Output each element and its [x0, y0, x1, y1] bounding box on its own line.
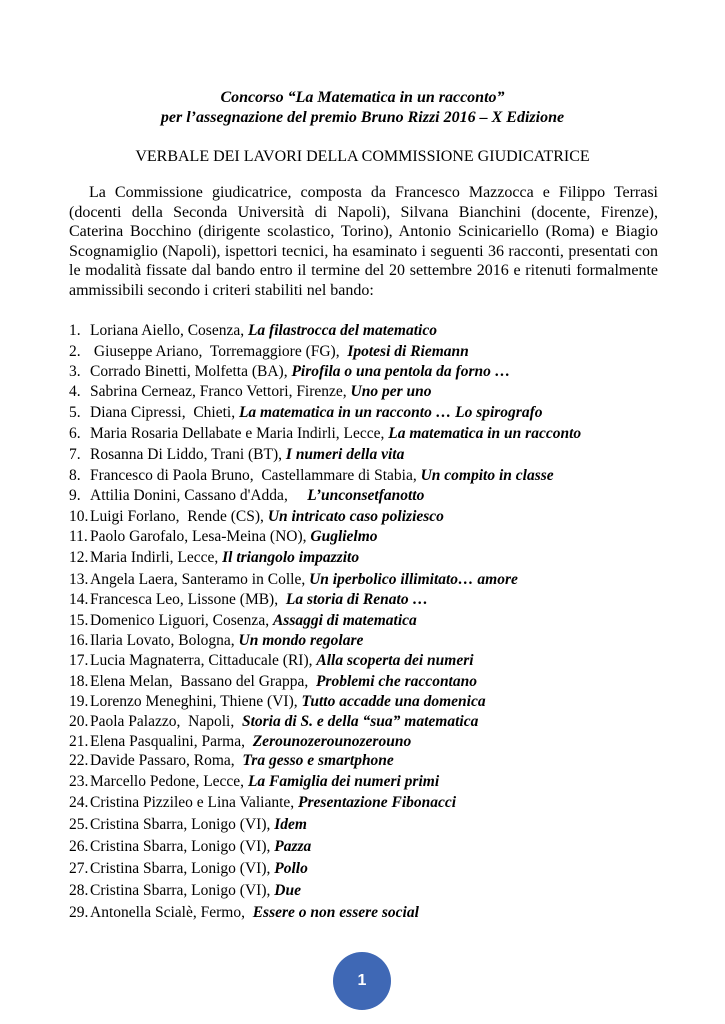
entry-number: 9. — [69, 487, 81, 504]
entry-author: Francesco di Paola Bruno, Castellammare di Stabia, — [90, 467, 421, 484]
entry-author: Maria Rosaria Dellabate e Maria Indirli, Lecce, — [90, 425, 389, 442]
entry-number: 8. — [69, 467, 81, 484]
list-item — [69, 692, 486, 712]
contest-title: Concorso “La Matematica in un racconto” — [220, 89, 505, 106]
list-item — [69, 548, 359, 568]
entry-title: Un iperbolico illimitato… amore — [309, 571, 518, 588]
entry-author: Lucia Magnaterra, Cittaducale (RI), — [90, 652, 317, 669]
list-item — [69, 793, 456, 813]
entry-title: Uno per uno — [350, 383, 432, 400]
list-item — [69, 466, 554, 486]
entry-author: Elena Pasqualini, Parma, — [90, 733, 253, 750]
list-item — [69, 732, 411, 752]
list-item — [69, 631, 363, 651]
entry-author: Cristina Sbarra, Lonigo (VI), — [90, 838, 275, 855]
entry-number: 24. — [69, 794, 89, 811]
entry-number: 19. — [69, 693, 89, 710]
entry-title: Problemi che raccontano — [315, 673, 477, 690]
entry-author: Giuseppe Ariano, Torremaggiore (FG), — [90, 343, 348, 360]
entry-number: 21. — [69, 733, 89, 750]
entry-title: La storia di Renato … — [285, 591, 428, 608]
list-item — [69, 611, 417, 631]
entry-title: Zerounozerounozerouno — [252, 733, 412, 750]
entry-author: Elena Melan, Bassano del Grappa, — [90, 673, 316, 690]
list-item — [69, 881, 301, 901]
list-item — [69, 527, 378, 547]
entry-number: 2. — [69, 343, 81, 360]
entry-number: 12. — [69, 549, 89, 566]
entry-author: Luigi Forlano, Rende (CS), — [90, 508, 268, 525]
entry-number: 5. — [69, 404, 81, 421]
entry-number: 23. — [69, 773, 89, 790]
entry-author: Davide Passaro, Roma, — [90, 752, 243, 769]
entry-number: 4. — [69, 383, 81, 400]
entry-author: Paola Palazzo, Napoli, — [90, 713, 242, 730]
entry-number: 14. — [69, 591, 89, 608]
entry-title: L’unconsetfanotto — [307, 487, 425, 504]
list-item — [69, 590, 428, 610]
entry-number: 20. — [69, 713, 89, 730]
entry-number: 13. — [69, 571, 89, 588]
entry-title: La matematica in un racconto — [388, 425, 582, 442]
entry-author: Domenico Liguori, Cosenza, — [90, 612, 273, 629]
entry-author: Corrado Binetti, Molfetta (BA), — [90, 363, 292, 380]
entry-number: 7. — [69, 446, 81, 463]
entry-title: Assaggi di matematica — [272, 612, 417, 629]
list-item — [69, 445, 404, 465]
list-item — [69, 362, 510, 382]
entry-author: Antonella Scialè, Fermo, — [90, 904, 253, 921]
entry-number: 3. — [69, 363, 81, 380]
entry-title: Un intricato caso poliziesco — [267, 508, 444, 525]
page-number-badge: 1 — [333, 952, 391, 1010]
entry-author: Rosanna Di Liddo, Trani (BT), — [90, 446, 286, 463]
entry-title: Pirofila o una pentola da forno … — [291, 363, 511, 380]
entry-author: Lorenzo Meneghini, Thiene (VI), — [90, 693, 302, 710]
entry-title: Tutto accadde una domenica — [301, 693, 486, 710]
entry-author: Ilaria Lovato, Bologna, — [90, 632, 239, 649]
entry-number: 29. — [69, 904, 89, 921]
list-item — [69, 403, 543, 423]
list-item — [69, 382, 432, 402]
entry-title: Idem — [274, 816, 307, 833]
entry-number: 17. — [69, 652, 89, 669]
entry-title: Tra gesso e smartphone — [242, 752, 394, 769]
entry-title: Pazza — [274, 838, 312, 855]
list-item — [69, 486, 424, 506]
list-item — [69, 651, 474, 671]
entry-author: Cristina Sbarra, Lonigo (VI), — [90, 882, 275, 899]
list-item — [69, 772, 439, 792]
entry-number: 10. — [69, 508, 89, 525]
entry-author: Marcello Pedone, Lecce, — [90, 773, 248, 790]
entry-title: Guglielmo — [310, 528, 378, 545]
list-item — [69, 751, 394, 771]
list-item — [69, 570, 518, 590]
entry-author: Cristina Sbarra, Lonigo (VI), — [90, 860, 275, 877]
entry-author: Attilia Donini, Cassano d'Adda, — [90, 487, 308, 504]
entry-title: Essere o non essere social — [252, 904, 419, 921]
list-item — [69, 815, 307, 835]
entry-title: Storia di S. e della “sua” matematica — [241, 713, 479, 730]
list-item — [69, 859, 308, 879]
entry-title: Alla scoperta dei numeri — [316, 652, 474, 669]
entry-number: 18. — [69, 673, 89, 690]
list-item — [69, 342, 469, 362]
entry-author: Diana Cipressi, Chieti, — [90, 404, 239, 421]
entry-number: 16. — [69, 632, 89, 649]
entry-number: 28. — [69, 882, 89, 899]
entry-author: Loriana Aiello, Cosenza, — [90, 322, 248, 339]
list-item — [69, 321, 437, 341]
entry-number: 1. — [69, 322, 81, 339]
entry-title: La Famiglia dei numeri primi — [247, 773, 440, 790]
entry-title: I numeri della vita — [285, 446, 405, 463]
entry-number: 26. — [69, 838, 89, 855]
prize-subtitle: per l’assegnazione del premio Bruno Rizzi 2016 – X Edizione — [160, 109, 565, 126]
list-item — [69, 712, 478, 732]
list-item — [69, 507, 444, 527]
entry-author: Angela Laera, Santeramo in Colle, — [90, 571, 310, 588]
entry-number: 15. — [69, 612, 89, 629]
entry-author: Paolo Garofalo, Lesa-Meina (NO), — [90, 528, 311, 545]
entry-number: 6. — [69, 425, 81, 442]
intro-paragraph: La Commissione giudicatrice, composta da Francesco Mazzocca e Filippo Terrasi (docenti della Seconda Università di Napoli), Silvana Bianchini (docente, Firenze), Caterina Bocchino (dirigente scolastico, Torino), Antonio Scinicariello (Roma) e Biagio Scognamiglio (Napoli), ispettori tecnici, ha esaminato i seguenti 36 racconti, presentati con le modalità fissate dal bando entro il termine del 20 settembre 2016 e ritenuti formalmente ammissibili secondo i criteri stabiliti nel bando: — [69, 184, 658, 299]
entry-title: Pollo — [274, 860, 308, 877]
entry-title: Ipotesi di Riemann — [347, 343, 469, 360]
entry-number: 11. — [69, 528, 88, 545]
list-item — [69, 424, 581, 444]
entry-number: 27. — [69, 860, 89, 877]
entry-title: Un compito in classe — [420, 467, 554, 484]
entry-author: Sabrina Cerneaz, Franco Vettori, Firenze, — [90, 383, 351, 400]
list-item — [69, 837, 311, 857]
entry-title: La matematica in un racconto … Lo spirografo — [238, 404, 543, 421]
entry-title: Il triangolo impazzito — [222, 549, 360, 566]
entry-author: Maria Indirli, Lecce, — [90, 549, 223, 566]
entry-title: Presentazione Fibonacci — [298, 794, 457, 811]
report-heading: VERBALE DEI LAVORI DELLA COMMISSIONE GIUDICATRICE — [135, 148, 590, 165]
list-item — [69, 672, 477, 692]
entry-title: La filastrocca del matematico — [247, 322, 437, 339]
entry-author: Cristina Pizzileo e Lina Valiante, — [90, 794, 299, 811]
entry-title: Due — [274, 882, 301, 899]
entry-number: 22. — [69, 752, 89, 769]
list-item — [69, 903, 419, 923]
entry-number: 25. — [69, 816, 89, 833]
entry-author: Cristina Sbarra, Lonigo (VI), — [90, 816, 275, 833]
entry-author: Francesca Leo, Lissone (MB), — [90, 591, 286, 608]
entry-title: Un mondo regolare — [238, 632, 364, 649]
